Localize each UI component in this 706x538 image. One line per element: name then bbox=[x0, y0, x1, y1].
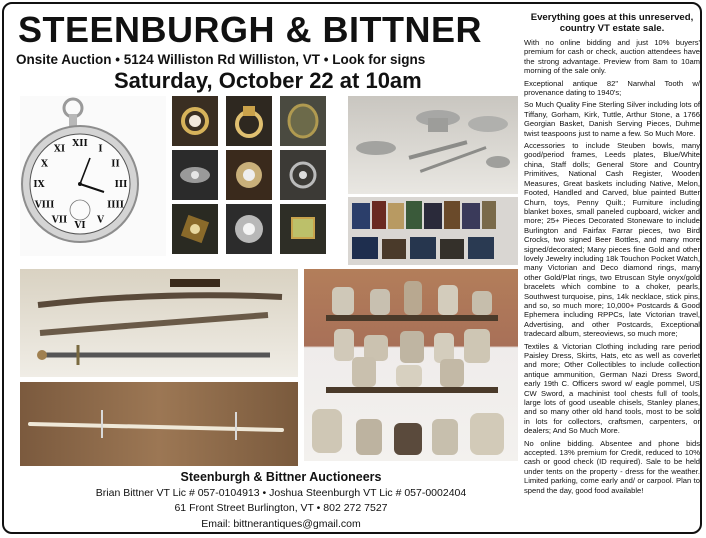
dial-numeral: VI bbox=[74, 221, 86, 231]
dial-numeral: XI bbox=[53, 144, 66, 155]
auction-date: Saturday, October 22 at 10am bbox=[114, 68, 422, 93]
postcard-albums-photo bbox=[348, 197, 518, 265]
dial-numeral: VII bbox=[51, 215, 68, 226]
description-paragraph: With no online bidding and just 10% buyers' premium for cash or check, auction attendees have the strong advantage. Preview from 8am to 10am morning of the sale only. bbox=[524, 38, 700, 76]
ring-photo bbox=[172, 96, 218, 146]
dial-numeral: I bbox=[98, 144, 103, 155]
ring-photo bbox=[226, 204, 272, 254]
pocket-watch-photo bbox=[20, 96, 166, 256]
ring-photo bbox=[226, 150, 272, 200]
description-paragraph: So Much Quality Fine Sterling Silver including lots of Tiffany, Gorham, Kirk, Tuttle, Arthur Stone, a 1766 Georgian Basket, Danish Serving Pieces, Duhme twist teaspoons just to name a few. So Much More. bbox=[524, 100, 701, 138]
dial-numeral: II bbox=[111, 159, 120, 170]
ring-photo bbox=[280, 150, 326, 200]
dial-numeral: VIII bbox=[34, 200, 55, 211]
ad-subtitle: Onsite Auction • 5124 Williston Rd Williston, VT • Look for signs bbox=[16, 52, 426, 67]
ring-photo bbox=[226, 96, 272, 146]
email-line: Email: bittnerantiques@gmail.com bbox=[201, 517, 361, 530]
ring-photo bbox=[280, 204, 326, 254]
narwhal-tooth-photo bbox=[20, 382, 298, 466]
ring-photo bbox=[172, 150, 218, 200]
license-line: Brian Bittner VT Lic # 057-0104913 • Joshua Steenburgh VT Lic # 057-0002404 bbox=[95, 486, 467, 499]
sterling-silver-photo bbox=[348, 96, 518, 194]
company-name: Steenburgh & Bittner Auctioneers bbox=[180, 470, 382, 484]
dial-numeral: IX bbox=[33, 180, 45, 190]
description-paragraph: Accessories to include Steuben bowls, many good/period frames, Leeds plates, Blue/White china, Staff dolls; General Store and Country Primitives, National Cash Register, Wooden Measures, Great baskets including Native, Melon, Footed, Handled and Carved, blue painted Butter Churn, toys, Penny Quilt.; Furniture including blanket boxes, small paneled cupboard, wicker and more; 25+ Pieces Decorated Stoneware to include Burlington and Fairfax Farrar pieces, two Bird Crocks, two signed Beer Bottles, and many more signed/decorated; Many pieces fine Gold and other lovely Jewelry including 18k Touchon Pocket Watch, many Victorian and Deco diamond rings, many other Gold/Plat rings, two Etruscan Style onyx/gold bracelets which combine to a choker, pearls, Southwest turquoise, pins, 14k necklace, stick pins, and so, so much more; 10,000+ Postcards & Good Ephemera including RPPCs, late Victorian travel, Advertising, and other Postcards, Exceptional tradecard album, stereoviews, so much more; bbox=[524, 141, 700, 339]
auction-ad bbox=[2, 2, 702, 534]
description-column bbox=[524, 12, 700, 498]
description-headline: Everything goes at this unreserved, country VT estate sale. bbox=[530, 12, 694, 34]
description-paragraph: No online bidding. Absentee and phone bids accepted. 13% premium for Credit, reduced to 10% cash or good check (ID required). Sale to be held under tents on the property - dress for the weather. Limited parking, come early and/ or carpool. Plan to spend the day, good food available! bbox=[524, 438, 700, 495]
dial-numeral: XII bbox=[72, 139, 88, 149]
dial-numeral: IIII bbox=[107, 200, 124, 211]
description-paragraph: Textiles & Victorian Clothing including rare period Paisley Dress, Skirts, Hats, etc as well as coverlet and more; Other Collectibles to include collection antique ammunition, German Nazi Dress Sword, early 19th C. Officers sword w/ eagle pommel, US CW Sword, a machinist tool chests full of tools, large lots of good useable chisels, Stanley planes, and so many other old hand tools, most to be sold in lots for collectors, craftsmen, carpenters, or dealers; And So Much More. bbox=[524, 341, 700, 436]
address-line: 61 Front Street Burlington, VT • 802 272 7527 bbox=[174, 502, 388, 514]
dial-numeral: V bbox=[97, 215, 104, 226]
swords-photo bbox=[20, 269, 298, 377]
dial-numeral: III bbox=[114, 180, 128, 190]
ring-photo bbox=[172, 204, 218, 254]
ad-title: STEENBURGH & BITTNER bbox=[18, 9, 483, 50]
ring-photo bbox=[280, 96, 326, 146]
description-paragraph: Exceptional antique 82" Narwhal Tooth w/ provenance dating to 1940's; bbox=[524, 78, 700, 98]
dial-numeral: X bbox=[41, 159, 48, 170]
stoneware-photo bbox=[304, 269, 518, 461]
contact-block bbox=[76, 470, 486, 532]
